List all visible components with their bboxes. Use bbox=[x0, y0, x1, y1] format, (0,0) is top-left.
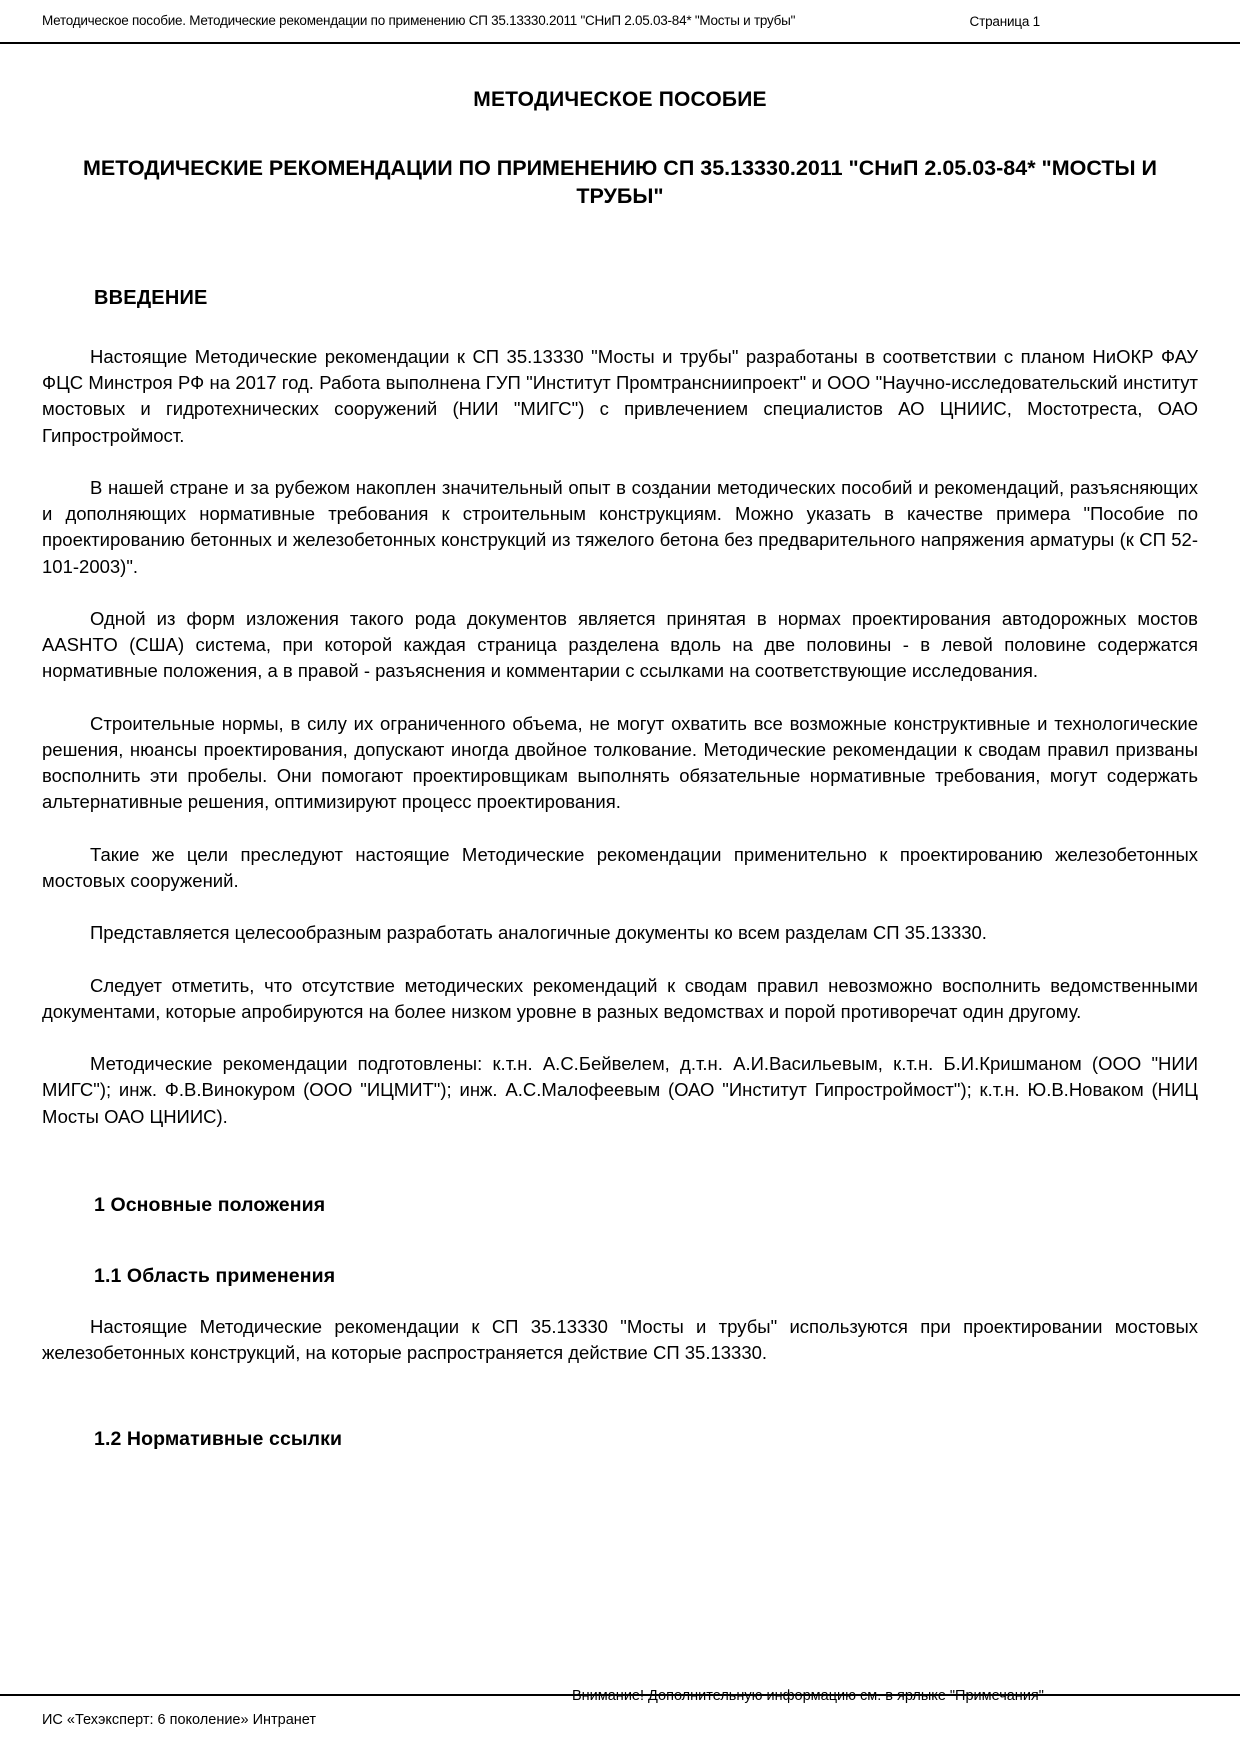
heading-section-1-2: 1.2 Нормативные ссылки bbox=[94, 1428, 343, 1451]
page-header bbox=[0, 0, 1240, 42]
header-divider bbox=[0, 42, 1240, 44]
document-content bbox=[42, 60, 1198, 1451]
intro-paragraph-authors: Методические рекомендации подготовлены: к.т.н. А.С.Бейвелем, д.т.н. А.И.Васильевым, к.т.н. Б.И.Кришманом (ООО "НИИ МИГС"); инж. Ф.В.Винокуром (ООО "ИЦМИТ"); инж. А.С.Малофеевым (ОАО "Институт Гипростроймост"); к.т.н. Ю.В.Новаком (НИЦ Мосты ОАО ЦНИИС). bbox=[42, 1053, 1198, 1127]
section-1-1-paragraph: Настоящие Методические рекомендации к СП 35.13330 "Мосты и трубы" используются при проектировании мостовых железобетонных конструкций, на которые распространяется действие СП 35.13330. bbox=[42, 1315, 1198, 1364]
heading-introduction: ВВЕДЕНИЕ bbox=[94, 286, 208, 309]
intro-paragraph-6: Представляется целесообразным разработать аналогичные документы ко всем разделам СП 35.13330. bbox=[90, 922, 987, 944]
intro-paragraph-2: В нашей стране и за рубежом накоплен значительный опыт в создании методических пособий и рекомендаций, разъясняющих и дополняющих нормативные требования к строительным конструкциям. Можно указать в качестве примера "Пособие по проектированию бетонных и железобетонных конструкций из тяжелого бетона без предварительного напряжения арматуры (к СП 52-101-2003)". bbox=[42, 476, 1198, 577]
footer-system-label: ИС «Техэксперт: 6 поколение» Интранет bbox=[42, 1712, 317, 1728]
document-subtitle: МЕТОДИЧЕСКИЕ РЕКОМЕНДАЦИИ ПО ПРИМЕНЕНИЮ СП 35.13330.2011 "СНиП 2.05.03-84* "МОСТЫ И ТРУБЫ" bbox=[83, 156, 1157, 209]
page-footer bbox=[0, 1688, 1240, 1754]
header-page-number: Страница 1 bbox=[969, 13, 1040, 29]
heading-section-1-1: 1.1 Область применения bbox=[94, 1264, 336, 1287]
header-document-title: Методическое пособие. Методические рекомендации по применению СП 35.13330.2011 "СНиП 2.05.03-84* "Мосты и трубы" bbox=[42, 12, 796, 28]
intro-paragraph-4: Строительные нормы, в силу их ограниченного объема, не могут охватить все возможные конструктивные и технологические решения, нюансы проектирования, допускают иногда двойное толкование. Методические рекомендации к сводам правил призваны восполнить эти пробелы. Они помогают проектировщикам выполнять обязательные нормативные требования, могут содержать альтернативные решения, оптимизируют процесс проектирования. bbox=[42, 712, 1198, 813]
intro-paragraph-7: Следует отметить, что отсутствие методических рекомендаций к сводам правил невозможно восполнить ведомственными документами, которые апробируются на более низком уровне в разных ведомствах и порой противоречат один другому. bbox=[42, 974, 1198, 1022]
intro-paragraph-5: Такие же цели преследуют настоящие Методические рекомендации применительно к проектированию железобетонных мостовых сооружений. bbox=[42, 843, 1198, 891]
document-title: МЕТОДИЧЕСКОЕ ПОСОБИЕ bbox=[473, 88, 767, 111]
intro-paragraph-3: Одной из форм изложения такого рода документов является принятая в нормах проектирования автодорожных мостов AASHTO (США) система, при которой каждая страница разделена вдоль на две половины - в левой половине содержатся нормативные положения, а в правой - разъяснения и комментарии с ссылками на соответствующие исследования. bbox=[42, 607, 1198, 682]
intro-paragraph-1: Настоящие Методические рекомендации к СП 35.13330 "Мосты и трубы" разработаны в соответствии с планом НиОКР ФАУ ФЦС Минстроя РФ на 2017 год. Работа выполнена ГУП "Институт Промтрансниипроект" и ООО "Научно-исследовательский институт мостовых и гидротехнических сооружений (НИИ "МИГС") с привлечением специалистов АО ЦНИИС, Мостотреста, ОАО Гипростроймост. bbox=[42, 345, 1198, 446]
footer-notice: Внимание! Дополнительную информацию см. в ярлыке "Примечания" bbox=[572, 1688, 1044, 1704]
heading-section-1: 1 Основные положения bbox=[94, 1193, 326, 1216]
